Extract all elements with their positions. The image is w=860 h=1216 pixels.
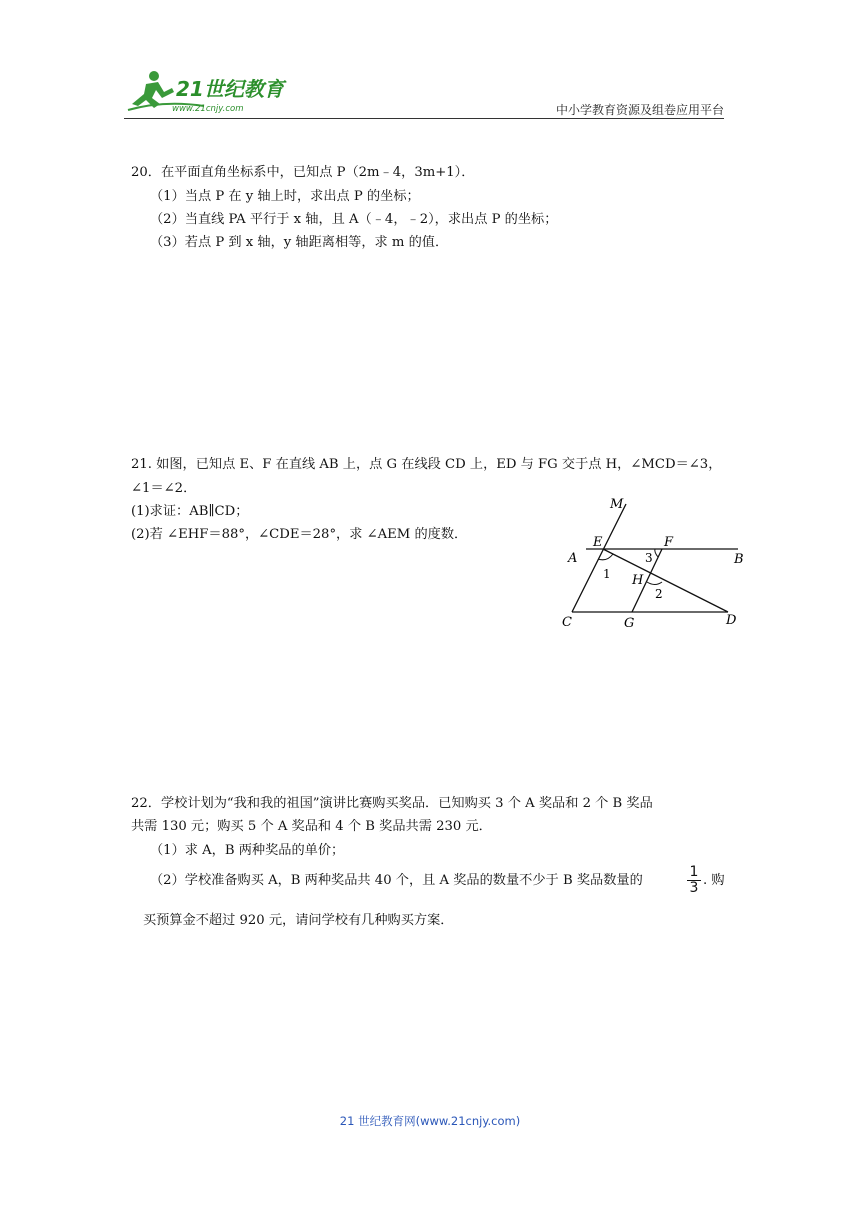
label-h: H bbox=[632, 573, 644, 588]
label-e: E bbox=[593, 535, 603, 550]
q22-stem-line2: 共需 130 元；购买 5 个 A 奖品和 4 个 B 奖品共需 230 元． bbox=[131, 819, 492, 834]
geometry-figure bbox=[560, 490, 750, 630]
label-a: A bbox=[568, 551, 578, 566]
line-cm bbox=[572, 504, 626, 612]
site-logo bbox=[124, 66, 294, 118]
q22-part2-continued: 买预算金不超过 920 元，请问学校有几种购买方案． bbox=[143, 913, 454, 928]
label-m: M bbox=[610, 497, 624, 512]
label-angle3: 3 bbox=[645, 551, 653, 565]
fraction-denominator: 3 bbox=[689, 880, 699, 896]
label-d: D bbox=[726, 613, 737, 628]
q21-stem-line2: ∠1＝∠2． bbox=[131, 481, 197, 496]
label-angle2: 2 bbox=[655, 587, 663, 601]
angle3-arc bbox=[655, 549, 658, 557]
label-angle1: 1 bbox=[603, 567, 611, 581]
fraction-numerator: 1 bbox=[689, 864, 699, 880]
q22-part2: （2）学校准备购买 A，B 两种奖品共 40 个，且 A 奖品的数量不少于 B 奖品数量的 bbox=[150, 873, 643, 888]
header-platform-text: 中小学教育资源及组卷应用平台 bbox=[555, 103, 724, 117]
q22-part2-tail: . 购 bbox=[703, 873, 725, 888]
logo-text: 21世纪教育 bbox=[176, 77, 284, 101]
q21-part1: (1)求证：AB∥CD； bbox=[131, 504, 249, 519]
q20-stem: 20．在平面直角坐标系中，已知点 P（2m﹣4，3m+1）． bbox=[131, 165, 475, 180]
q20-part2: （2）当直线 PA 平行于 x 轴，且 A（﹣4，﹣2），求出点 P 的坐标； bbox=[150, 212, 558, 227]
q21-stem-line1: 21. 如图，已知点 E、F 在直线 AB 上，点 G 在线段 CD 上，ED 与 FG 交于点 H，∠MCD＝∠3， bbox=[131, 457, 722, 472]
line-ed bbox=[603, 549, 728, 612]
label-c: C bbox=[562, 615, 572, 630]
q20-part3: （3）若点 P 到 x 轴，y 轴距离相等，求 m 的值． bbox=[150, 235, 449, 250]
angle2-arc bbox=[647, 582, 662, 585]
q20-part1: （1）当点 P 在 y 轴上时，求出点 P 的坐标； bbox=[150, 189, 420, 204]
q22-part1: （1）求 A，B 两种奖品的单价； bbox=[150, 843, 345, 858]
fraction-one-third bbox=[687, 866, 701, 895]
q21-part2: (2)若 ∠EHF＝88°，∠CDE＝28°，求 ∠AEM 的度数． bbox=[131, 527, 468, 542]
label-b: B bbox=[734, 552, 744, 567]
label-g: G bbox=[624, 616, 635, 630]
header-rule bbox=[124, 118, 724, 119]
q22-stem-line1: 22．学校计划为“我和我的祖国”演讲比赛购买奖品．已知购买 3 个 A 奖品和 2 个 B 奖品 bbox=[131, 796, 653, 811]
logo-url: www.21cnjy.com bbox=[172, 104, 244, 114]
footer-site: 21 世纪教育网(www.21cnjy.com) bbox=[339, 1114, 521, 1128]
label-f: F bbox=[664, 535, 674, 550]
